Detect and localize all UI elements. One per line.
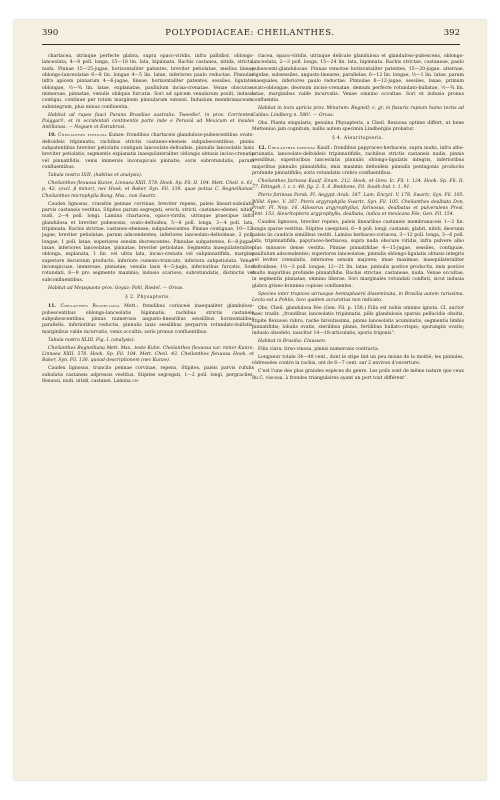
paragraph-text: chartacea, utrinque perfecte glabra, supra opaco-viridis, infra pallidior, oblongo-lanceolata, 4—8 poll. longa, 15—18 lin. lata, bipinnata. Rachis castanea, nitida, stricta, nuda. Pinnae 15—25-jugae, horizontaliter patentes, breviter petiolatae, medius lineae oblongo-lanceolatae 6—8 lin. longae 4—5 lin. latae, inferiores paulo reductae. Pinnulae infra apicem pinnarum 4—6-jugae, lineae, horizontaliter patentes, sessiles, ligulato-oblongae, ½—¾ lin. latae, explanatae, paullulum incisa-crenatae. Venae obscurae, immersae, pinnatae, venulis obliquis furcatis. Sori ad apicem venularum positi, indusio contigui, continue per totum marginem pinnularum extensi. Indusium membranaceum, subintegrum, plus minus confluentia. <box>42 54 254 110</box>
paragraph-text: Habitat in Brasilia: Claussen. <box>258 339 327 345</box>
right-column-paragraph-2 <box>252 121 464 134</box>
paragraph-text: Cheilanthes farinosa Kaulf. Enum. 212. Hook. et Grev. Ic. Fil. t. 124. Hook. Sp. Fil. II. 77. Ettingsh. l. c. t. 48. fig. 2. 5. 6. Beddome, Fil. South-Ind. t. 1. 91. <box>252 178 464 191</box>
species-number: 10. <box>48 133 59 139</box>
left-column-paragraph-8 <box>42 304 254 336</box>
left-column-paragraph-10 <box>42 346 254 365</box>
species-number: 11. <box>48 304 61 310</box>
right-column-paragraph-8 <box>252 292 464 305</box>
paragraph-text: Caudex lignosus, breviter repens, paleis linearibus castaneis membranaceis 1—2 lin. longis sparse vestitus. Stipites caespitosi, 6—8 poll. longi, castanei, glabri, nitidi, deorsum paleis iis caudicis similibus vestiti. Lamina herbaceo-coriacea, 3—12 poll. longa, 3—6 poll. lata, tripinnatifida, papyraceo-herbacea, supra nuda obscure viridis, infra pulvere albo plus minusve dense vestita. Pinnae pinnatifidae 4—15-jugae, sessiles, contiguae, paullulum adscendentes; superiores lanceolatae, pinnulis oblongo-ligulatis obtusis integris vel leviter crenulatis, inferiores sensim majores; imae maximae, inaequilateraliter deltoideae, 1½—3 poll. longae, 12—21 lin. latae, pinnulis postice productis, imis postice multo majoribus profunde pinnatifidis. Rachis strictae, castaneae, nuda. Venae occultae, in segmentis pinnatae, omnino liberae. Sori marginales rotundati confluti, sicut indusia glabra griseo-brunnea copiose confluentes. <box>252 220 464 289</box>
paragraph-text: Cheilanthes Regnelliana Mett. Mss., teste Kuhn. Cheilanthes flexuosa var. minor Kunze, Linnaea XXII. 578. Hook. Sp. Fil. 104. Mett. Cheil. 43. Cheilanthes flexuosa Hook. et Baker, Syn. Fil. 138. quoad descriptionem (nec Kunze). <box>42 345 254 364</box>
paragraph-text: Habitat in locis apricis prov. Minarum: Regnell; c. gr. in fissuris rupium humo tectis ad Caldas: Lindberg n. 586!. — Orvas. <box>252 106 464 118</box>
book-page <box>14 20 486 780</box>
paragraph-text: Cheilanthes flexuosa Kunze, Linnaea XXII. 578. Hook. Sp. Fil. II. 104. Mett. Cheil. n. 61. p. 42. (excl. β minor), nec Hook. et Baker, Syn. Fil. 138. quae potius C. Regnellianae. Cheilanthes microphylla Bong. Mss., non Swartz. <box>42 180 254 199</box>
species-name: Cheilanthes flexuosa <box>58 133 109 139</box>
right-column-paragraph-0 <box>252 54 464 105</box>
paragraph-text: Species inter tropicos utriusque hemisphaerii disseminata, in Brasilia autem rarissima. Lecta est a Pohlio, loco quidem accuratius non indicato. <box>252 291 464 303</box>
right-column <box>252 54 464 384</box>
right-column-paragraph-9 <box>252 306 464 338</box>
paragraph-text: C'est l'une des plus grandes espèces du genre. Les poils sont de même nature que ceux du C. viscosa, à frondes triangulaires ayant un port tout différent“. <box>252 369 464 381</box>
paragraph-text: § 2. Physapteris. <box>125 294 171 300</box>
right-column-paragraph-7 <box>252 220 464 290</box>
paragraph-text: Caudex lignosus, crassitie pennae corvinae, breviter repens, paleis lineari-subulatis parvis castaneis vestitus. Stipites parum segregati, erecti, stricti, castaneo-ebenei, nitidi, nudi, 2—4 poll. longi. Lamina chartacea, opaco-viridis, utrinque praecipue infra glandulosa et breviter pubescens, ovato-deltoidea, 5—8 poll. longa, 3—4 poll. lata, tripinnata. Rachis strictae, castaneo-ebeneae, subpubescentes. Pinnae contiguae, 10—12-jugae, breviter petiolatae, parum adscendentes, inferiores lanceolato-deltoideae, 2 poll. longae, 1 poll. latae, superiores sensim decrescentes. Pinnulae subpatentes, 6—8-jugae, laxae, inferiores lanceolatae, pinnatae, breviter petiolatae. Segmenta inaequilateraliter oblonga, explanata, 1 lin. vel ultra lata, inciso-crenata vel subpinnatifida, margine superiore decursum producto, inferiore cuneato-truncato, inferiora subpetiolata. Venae inconspicuae, immersae, pinnatae; venulis laxis 4—5-jugis, inferioribus furcatis. Sori rotundati, 6—8 pro segmento maximis; indusio scarioso, subrotundatis, distinctis vel subconfluentibus. <box>42 201 254 283</box>
right-column-paragraph-3 <box>252 136 464 142</box>
left-column-paragraph-1 <box>42 113 254 132</box>
species-number: 12. <box>258 145 268 151</box>
paragraph-text: § 4. Aleuritopteris. <box>332 136 384 142</box>
paragraph-text: riacea, opaco-viridis, utrinque delicate glandulosa et glanduloso-pubescens, oblongo-lanceolata, 2—3 poll. longa, 15—24 lin. lata, bipinnata. Rachis strictae, castaneae, paulo pubescenti-glandulosae. Pinnae remotae horizontaliter patentes, 15—20-jugae, alternae, rigidae, subsessiles, angusto-lineares, parallelae, 6—12 lin. longae, ½—1 lin. latae, parum inaequales, inferiores paulo reductae. Pinnulae 8—12-jugae, sessiles, laxae, primum ovato-oblongae, deorsum inciso-crenatae, demum perfecte rotundato-bullatae, ½—¾ lin. latae, marginibus valde incurvatis. Venae omnino occultae. Sori et indusia pronus confluentia. <box>252 54 464 104</box>
right-column-paragraph-12 <box>252 355 464 368</box>
right-column-paragraph-6 <box>252 193 464 218</box>
paragraph-text: Caudex lignosus, truncilo pennae corvinae, repens, Stipites, paleis parvis rufulis subulatis castaneis adpressis vestitus. Stipites segregati, 1—2 poll. longi, pergraciles, flexuosi, nudi, nitidi, castanei. Lamina co- <box>42 366 254 384</box>
left-column-paragraph-11 <box>42 366 254 385</box>
paragraph-text: Filix clara, tirso-vinosa, pinnis numerosis contracta. <box>258 347 380 353</box>
paragraph-text: Kunze: frondibus chartaceis glanduloso-pubescentibus ovato-deltoideis tripinnatis, rachibus strictis castaneo-ebeneis subpubescentibus, pinnis subpatentibus breviter petiolatis contiguis lanceolato-deltoideis, pinnulis lanceolatis laxis breviter petiolatis, segmentis explanatis inaequilateraliter oblongis obtusis inciso-crenatis vel pinnatifidis, venis immersis inconspicuis pinnatis; soris subrotundatis, parum confluentibus. <box>42 133 254 171</box>
paragraph-text: Kaulf.: frondibus papyraceo-herbaceis, supra nudis, infra albo-pruinatis, lanceolato-deltoideis tripinnatifidis, rachibus strictis castaneis nudis, pinnis sessilibus, superioribus lanceolatis pinnulis oblongo-ligulatis integris, inferioribus majoribus pinnulis pinnatifidis, imis maximis deltoideis pinnulis pentagonis productis profunde pinnatifidis; soris rotundatis crebro confluentibus. <box>252 145 465 177</box>
paragraph-text: Habitat ad Mepapaoto prov. Goyaz: Pohl, Riedel. — Orvas. <box>48 285 184 291</box>
paragraph-text: Tabula nostra LVII. (habitus et analysis). <box>48 172 143 178</box>
left-column-paragraph-5 <box>42 202 254 284</box>
paragraph-text: Mett.: frondibus coriaceis inaequaliter glanduloso-pubescentibus oblongo-lanceolatis bipinnatis, rachibus strictis castaneis subpubescentibus, pinnis numerosis angusto-linearibus sessilibus horizontalibus parallelis, inferioribus reductis, pinnulis laxis sessilibus perparvis rotundato-bullatis, marginibus valde incurvatis, venis occultis; soris pronus confluentibus. <box>42 304 254 335</box>
paragraph-text: Habitat ad rupes fauci Parana Brasiliae australis: Tweedie!, in prov. Corrientes: Puiggari!, et in occidentali continentis parte inde e Peruviâ ad Mexicum et insulas Antillanas. — Neguen et Estrabrosi. <box>42 112 254 131</box>
left-column-paragraph-9 <box>42 338 254 344</box>
left-column-paragraph-2 <box>42 133 254 171</box>
right-column-paragraph-10 <box>252 339 464 345</box>
right-column-paragraph-1 <box>252 106 464 119</box>
running-header <box>14 28 486 42</box>
species-name: Cheilanthes Regnelliana <box>60 304 125 310</box>
species-name: Cheilanthes farinosa <box>267 145 318 151</box>
paragraph-text: Obs. Cheil. glandulosa Fée (Gen. Fil. p. 158.) Filix est nobis omnino ignota. Cl. auctor haec tradit: „frondibus lanceolatis tripinnatis, pilis glandulosis sparsis pellucidis obsitis, stipite flexuoso rubro, rache hirsutissima, pinnis lanceolatis acuminatis, segmentis limbis pinnatifidis; lobulis ovatis, sterilibus planis, fertilibus bullato-crispis; sporangiis ovatis; indusio obsoleto, nascitur 14—18-articulatis, sporis trigonis“. <box>252 305 464 337</box>
page-number-left: 390 <box>42 28 59 38</box>
right-column-paragraph-5 <box>252 179 464 192</box>
left-column-paragraph-3 <box>42 173 254 179</box>
left-column-paragraph-4 <box>42 181 254 200</box>
right-column-paragraph-13 <box>252 369 464 382</box>
paragraph-text: Longueur totale 34—40 cent., dont le stipe fait un peu moins de la moitié; les pinnules, rédressées contre la rachis, ont de 6—7 cent. sur 2 environ d'ouverture. <box>252 355 464 367</box>
right-column-paragraph-4 <box>252 146 464 178</box>
paragraph-text: Pteris farinosa Forsk. Fl. Aegypt.-Arab. 187. Lam. Encycl. V. 178. Swartz, Syn. Fil. 105. Willd. Spec. V. 387. Pteris argyrophylla Swartz, Syn. Fil. 105. Cheilanthes dealbata Don, Prodr. Fl. Nep. 16. Allosorus argyrophyllus, farinosus, dealbatus et pulverulens Presl, Tent. 153. Aleuritopteris argyrophylla, dealbata, indica et mexicana Fée, Gen. Fil. 154. <box>252 193 464 218</box>
running-title: POLYPODIACEAE: CHEILANTHES. <box>165 28 335 38</box>
paragraph-text: Tabula nostra XLIII. Fig. I. (analysis). <box>48 337 136 343</box>
right-column-paragraph-11 <box>252 347 464 353</box>
left-column-paragraph-7 <box>42 295 254 301</box>
header-rule <box>42 44 460 45</box>
left-column-paragraph-6 <box>42 286 254 292</box>
page-number-right: 392 <box>443 28 460 38</box>
paragraph-text: Obs. Planta singularis, genuina Physapteris, a Cheil. flexuosa optime differt, ut bene Metteniuo jam cognitum, nullis autem specimin Lindbergiis probatur. <box>252 120 464 132</box>
left-column-paragraph-0 <box>42 54 254 111</box>
left-column <box>42 54 254 387</box>
